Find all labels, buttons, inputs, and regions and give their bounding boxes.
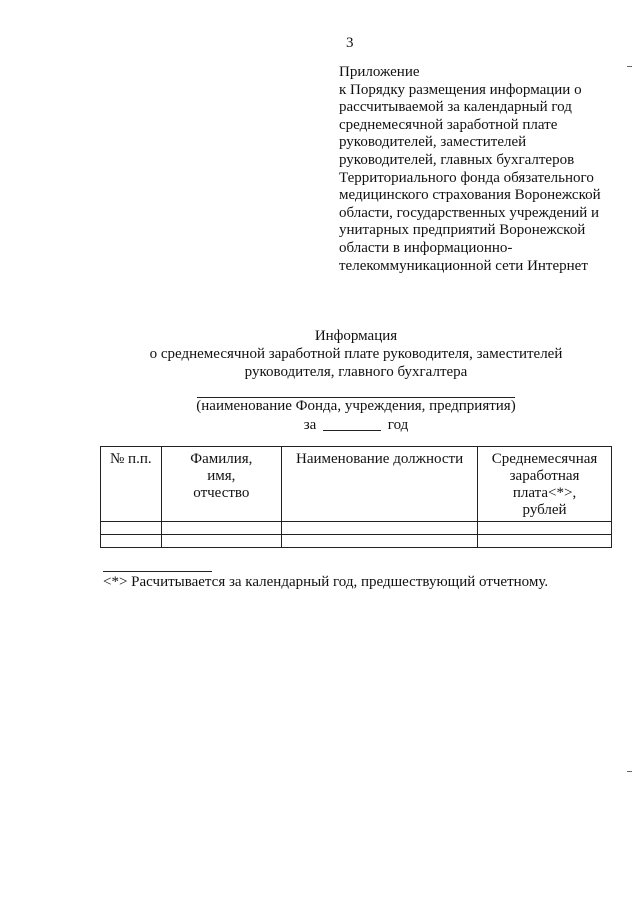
appendix-line: унитарных предприятий Воронежской: [339, 222, 586, 239]
scan-margin-mark: [627, 66, 632, 67]
table-cell: [101, 535, 162, 548]
header-text: отчество: [193, 485, 250, 501]
appendix-line: среднемесячной заработной плате: [339, 116, 558, 133]
org-name-caption: (наименование Фонда, учреждения, предприятия): [196, 398, 516, 414]
header-text: Наименование должности: [296, 451, 464, 467]
header-cell-number: [101, 447, 162, 522]
appendix-line: к Порядку размещения информации о: [339, 81, 582, 98]
table-cell: [478, 535, 612, 548]
header-text: № п.п.: [109, 451, 152, 467]
period-row: [100, 416, 612, 434]
period-suffix: год: [387, 417, 409, 433]
appendix-line: Территориального фонда обязательного: [339, 169, 594, 186]
table-header-row: [101, 447, 612, 522]
header-cell-position: [282, 447, 478, 522]
table-cell: [101, 522, 162, 535]
appendix-line: области, государственных учреждений и: [339, 204, 600, 221]
table-cell: [161, 522, 281, 535]
salary-info-table: [100, 446, 612, 548]
appendix-block: [339, 64, 605, 275]
header-cell-salary: [478, 447, 612, 522]
appendix-line: медицинского страхования Воронежской: [339, 187, 601, 204]
scan-margin-mark: [627, 771, 632, 772]
header-text: Фамилия,: [190, 451, 253, 467]
table-cell: [161, 535, 281, 548]
header-text: имя,: [207, 468, 236, 484]
year-blank: [323, 416, 381, 431]
header-text: рублей: [522, 502, 567, 518]
footnote: <*> Расчитывается за календарный год, предшествующий отчетному.: [103, 574, 549, 590]
header-cell-full-name: [161, 447, 281, 522]
table-row: [101, 535, 612, 548]
header-text: плата<*>,: [512, 485, 577, 501]
footnote-separator: [103, 571, 212, 572]
header-text: Среднемесячная: [491, 451, 598, 467]
heading-subtitle-line: руководителя, главного бухгалтера: [244, 364, 468, 380]
appendix-line: руководителей, главных бухгалтеров: [339, 151, 575, 168]
table-cell: [282, 522, 478, 535]
period-prefix: за: [303, 417, 317, 433]
appendix-line: телекоммуникационной сети Интернет: [339, 257, 588, 274]
document-heading: [100, 327, 612, 381]
appendix-line: руководителей, заместителей: [339, 134, 527, 151]
table-row: [101, 522, 612, 535]
table-cell: [478, 522, 612, 535]
heading-subtitle-line: о среднемесячной заработной плате руководителя, заместителей: [149, 346, 563, 362]
header-text: заработная: [509, 468, 580, 484]
heading-title: Информация: [314, 328, 398, 344]
table-cell: [282, 535, 478, 548]
appendix-line: рассчитываемой за календарный год: [339, 99, 572, 116]
page-number: 3: [346, 35, 354, 51]
appendix-line: Приложение: [339, 64, 420, 80]
appendix-line: области в информационно-: [339, 239, 513, 256]
